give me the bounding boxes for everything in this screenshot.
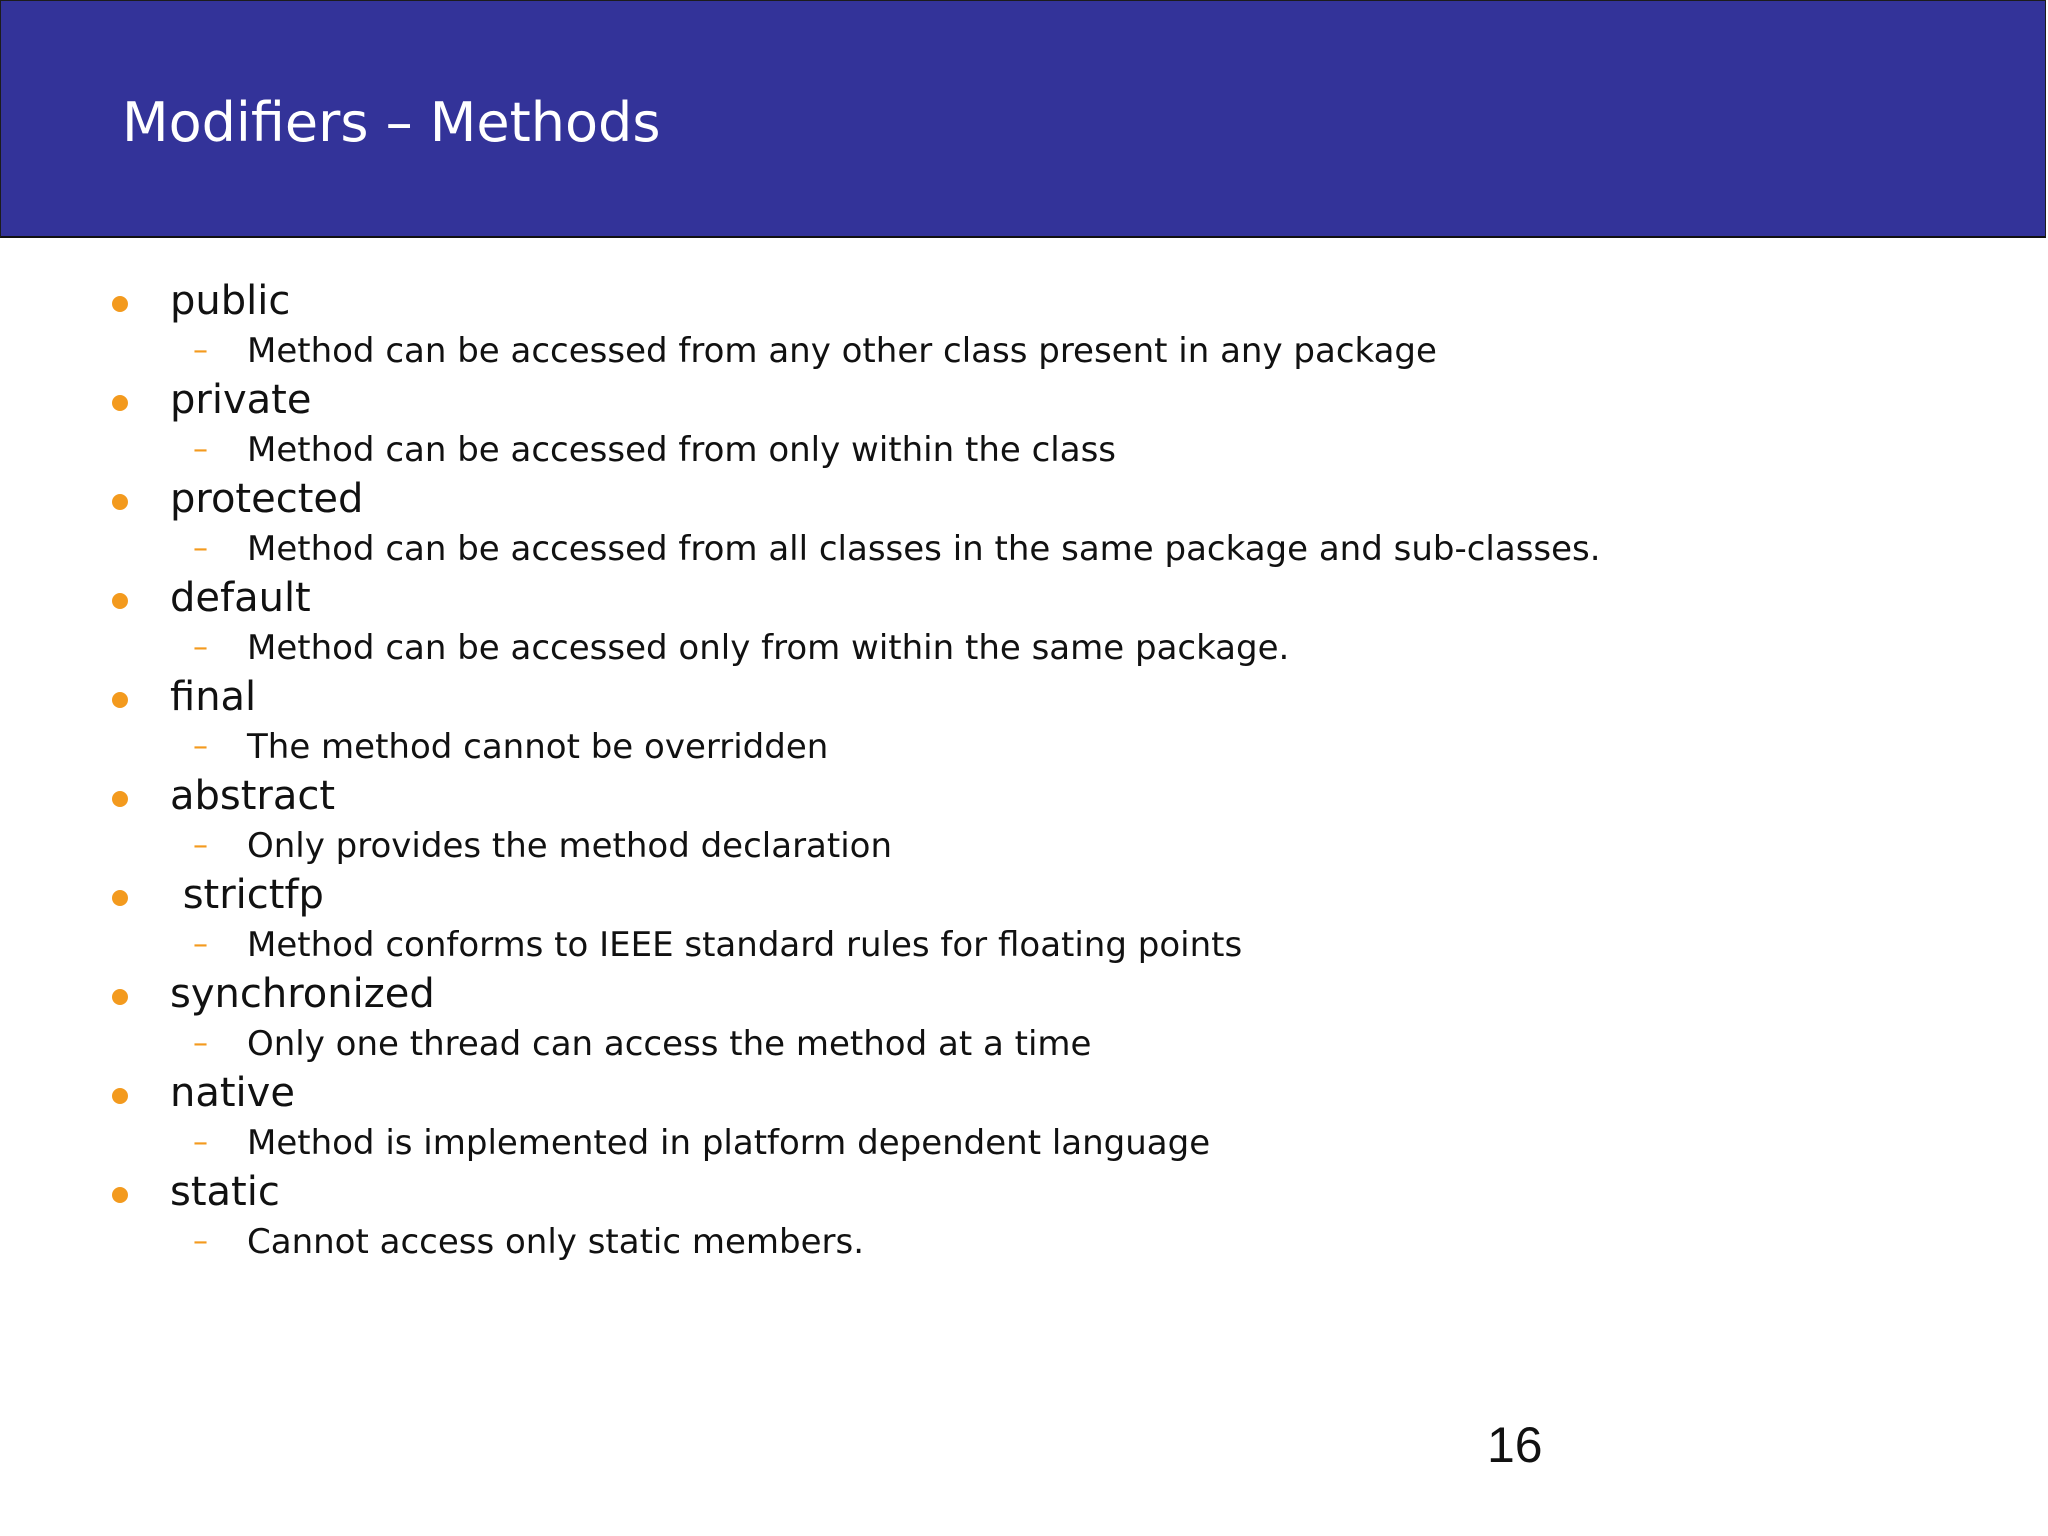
list-item-default bbox=[0, 569, 1900, 668]
list-item-abstract bbox=[0, 767, 1900, 866]
bullet-icon bbox=[112, 395, 128, 411]
slide-title: Modifiers – Methods bbox=[122, 91, 661, 154]
modifier-description: Method can be accessed from all classes in the same package and sub-classes. bbox=[247, 529, 1601, 569]
modifier-description: Only provides the method declaration bbox=[247, 826, 893, 866]
modifier-term: default bbox=[170, 575, 311, 621]
dash-icon: – bbox=[193, 828, 208, 863]
modifier-description: Cannot access only static members. bbox=[247, 1222, 865, 1262]
bullet-icon bbox=[112, 890, 128, 906]
dash-icon: – bbox=[193, 1026, 208, 1061]
bullet-icon bbox=[112, 791, 128, 807]
list-item-static bbox=[0, 1163, 1900, 1262]
dash-icon: – bbox=[193, 630, 208, 665]
modifier-term: private bbox=[170, 377, 312, 423]
modifier-description: Method can be accessed from any other class present in any package bbox=[247, 331, 1437, 371]
bullet-icon bbox=[112, 494, 128, 510]
list-item-final bbox=[0, 668, 1900, 767]
modifier-term: final bbox=[170, 674, 257, 720]
modifier-list bbox=[0, 272, 1900, 1262]
modifier-term: native bbox=[170, 1070, 295, 1116]
dash-icon: – bbox=[193, 1125, 208, 1160]
modifier-description: Method can be accessed from only within the class bbox=[247, 430, 1116, 470]
list-item-protected bbox=[0, 470, 1900, 569]
bullet-icon bbox=[112, 989, 128, 1005]
title-bar bbox=[0, 0, 2046, 238]
modifier-term: static bbox=[170, 1169, 280, 1215]
modifier-description: Only one thread can access the method at a time bbox=[247, 1024, 1092, 1064]
modifier-description: Method is implemented in platform dependent language bbox=[247, 1123, 1211, 1163]
page-number: 16 bbox=[1487, 1417, 1543, 1473]
dash-icon: – bbox=[193, 729, 208, 764]
dash-icon: – bbox=[193, 432, 208, 467]
modifier-term: synchronized bbox=[170, 971, 435, 1017]
modifier-description: Method conforms to IEEE standard rules for floating points bbox=[247, 925, 1243, 965]
dash-icon: – bbox=[193, 333, 208, 368]
bullet-icon bbox=[112, 593, 128, 609]
list-item-strictfp bbox=[0, 866, 1900, 965]
list-item-native bbox=[0, 1064, 1900, 1163]
dash-icon: – bbox=[193, 531, 208, 566]
dash-icon: – bbox=[193, 927, 208, 962]
modifier-term: abstract bbox=[170, 773, 336, 819]
modifier-term: protected bbox=[170, 476, 364, 522]
bullet-icon bbox=[112, 1088, 128, 1104]
modifier-description: The method cannot be overridden bbox=[247, 727, 829, 767]
modifier-term: public bbox=[170, 278, 291, 324]
modifier-description: Method can be accessed only from within the same package. bbox=[247, 628, 1290, 668]
list-item-synchronized bbox=[0, 965, 1900, 1064]
modifier-term: strictfp bbox=[170, 872, 324, 918]
list-item-private bbox=[0, 371, 1900, 470]
bullet-icon bbox=[112, 692, 128, 708]
dash-icon: – bbox=[193, 1224, 208, 1259]
bullet-icon bbox=[112, 296, 128, 312]
bullet-icon bbox=[112, 1187, 128, 1203]
list-item-public bbox=[0, 272, 1900, 371]
